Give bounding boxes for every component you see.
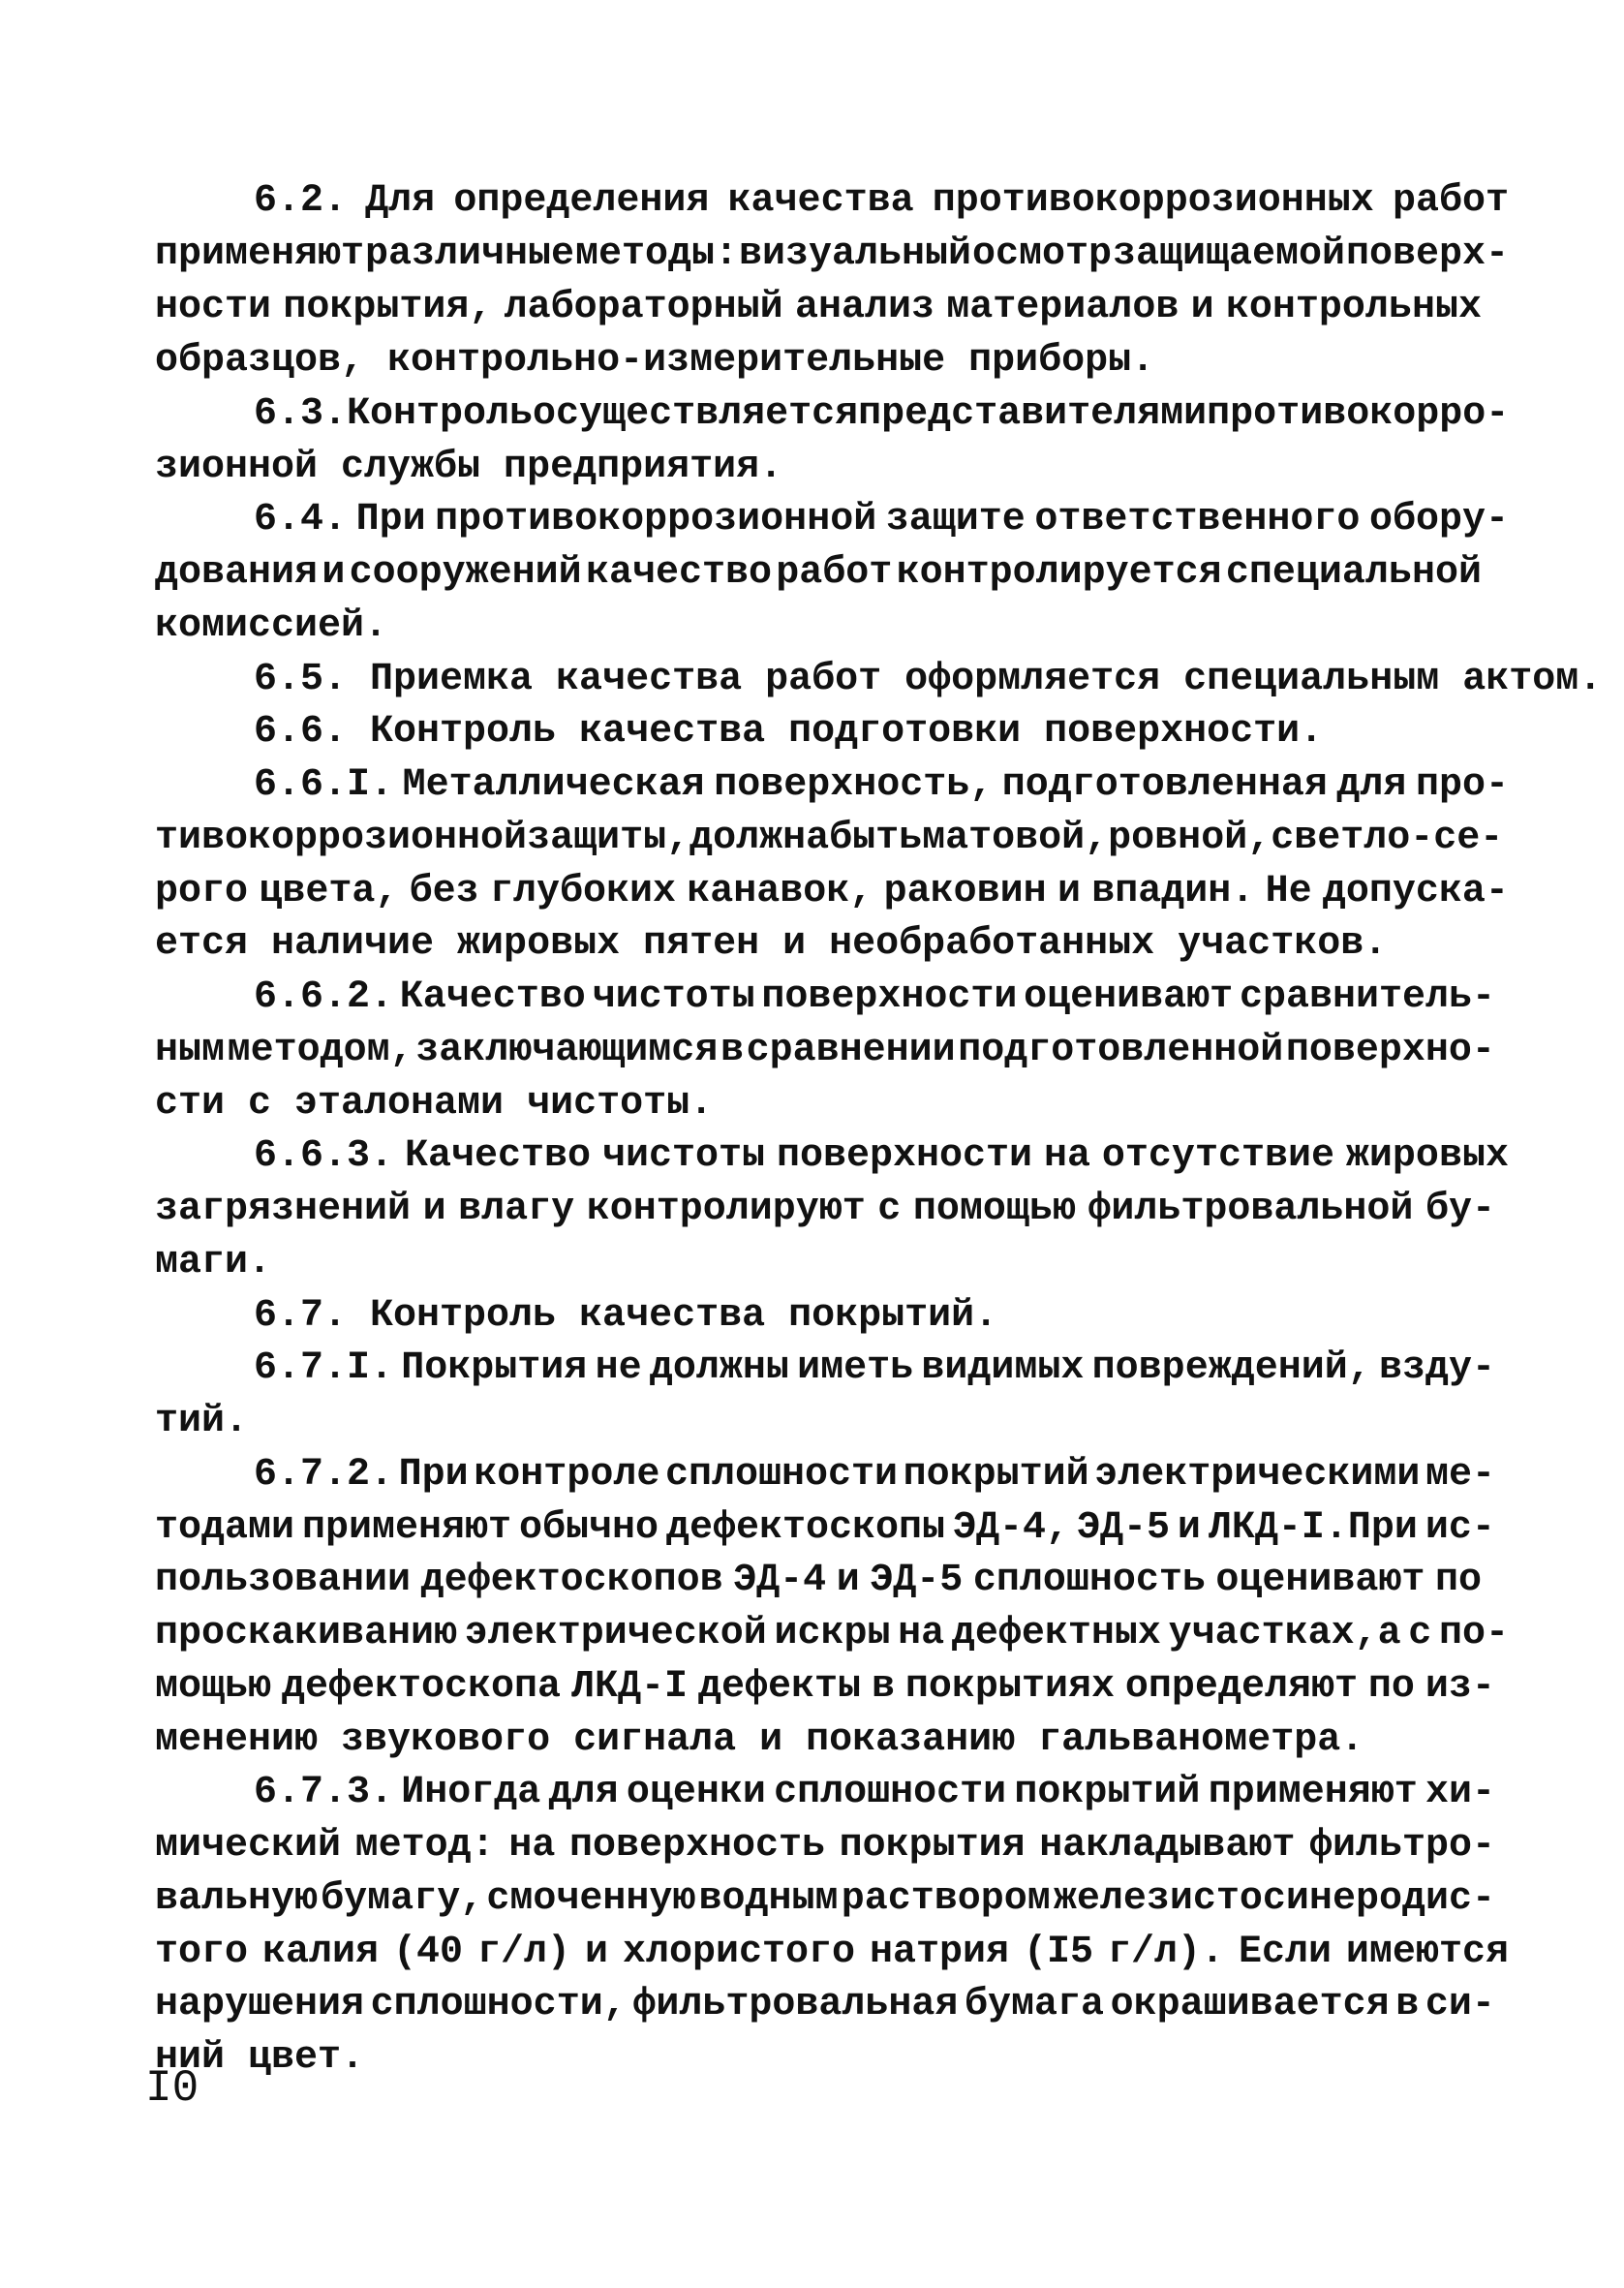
text-line: ется наличие жировых пятен и необработанных участков. (155, 922, 1388, 966)
page-number: I0 (145, 2063, 199, 2114)
text-line: 6.6.3. Качество чистоты поверхности на отсутствие жировых (254, 1134, 1509, 1178)
text-line: маги. (155, 1241, 272, 1284)
text-line: дования и сооружений качество работ контролируется специальной (155, 551, 1482, 595)
text-line: комиссией. (155, 604, 388, 648)
text-line: применяют различные методы: визуальный осмотр защищаемой поверх- (155, 232, 1509, 276)
text-line: пользовании дефектоскопов ЭД-4 и ЭД-5 сплошность оценивают по (155, 1559, 1482, 1602)
text-line: 6.3. Контроль осуществляется представителями противокорро- (254, 392, 1510, 436)
text-line: ности покрытия, лабораторный анализ материалов и контрольных (155, 286, 1482, 329)
text-line: образцов, контрольно-измерительные приборы. (155, 339, 1155, 383)
text-line: рого цвета, без глубоких канавок, раковин и впадин. Не допуска- (155, 870, 1509, 913)
text-line: вальную бумагу, смоченную водным раствором железистосинеродис- (155, 1877, 1495, 1921)
text-line: 6.6. Контроль качества подготовки поверхности. (254, 710, 1324, 754)
text-line: 6.7.3. Иногда для оценки сплошности покрытий применяют хи- (254, 1771, 1495, 1814)
text-line: 6.4. При противокоррозионной защите ответственного обору- (254, 498, 1509, 541)
text-line: ным методом, заключающимся в сравнении подготовленной поверхно- (155, 1029, 1495, 1072)
text-line: 6.7.2. При контроле сплошности покрытий электрическими ме- (254, 1453, 1495, 1497)
text-line: того калия (40 г/л) и хлористого натрия (I5 г/л). Если имеются (155, 1931, 1509, 1974)
text-line: мический метод: на поверхность покрытия накладывают фильтро- (155, 1824, 1495, 1868)
text-line: 6.2. Для определения качества противокоррозионных работ (254, 179, 1509, 223)
text-line: тий. (155, 1400, 249, 1443)
text-line: зионной службы предприятия. (155, 446, 783, 489)
text-line: 6.7. Контроль качества покрытий. (254, 1294, 998, 1338)
text-line: 6.6.I. Металлическая поверхность, подготовленная для про- (254, 763, 1509, 807)
text-line: нарушения сплошности, фильтровальная бумага окрашивается в си- (155, 1983, 1495, 2026)
text-line: 6.7.I. Покрытия не должны иметь видимых повреждений, взду- (254, 1346, 1495, 1390)
text-line: ний цвет. (155, 2036, 365, 2080)
text-line: мощью дефектоскопа ЛКД-I дефекты в покрытиях определяют по из- (155, 1665, 1495, 1709)
text-line: загрязнений и влагу контролируют с помощью фильтровальной бу- (155, 1188, 1495, 1231)
text-line: тодами применяют обычно дефектоскопы ЭД-4, ЭД-5 и ЛКД-I.При ис- (155, 1506, 1495, 1550)
text-line: 6.6.2. Качество чистоты поверхности оценивают сравнитель- (254, 975, 1495, 1019)
text-line: сти с эталонами чистоты. (155, 1082, 714, 1126)
text-line: проскакиванию электрической искры на дефектных участках,а с по- (155, 1612, 1509, 1655)
text-line: менению звукового сигнала и показанию гальванометра. (155, 1718, 1364, 1762)
text-line: 6.5. Приемка качества работ оформляется специальным актом. (254, 658, 1603, 701)
text-line: тивокоррозионной защиты, должна быть матовой, ровной,светло-се- (155, 817, 1504, 860)
